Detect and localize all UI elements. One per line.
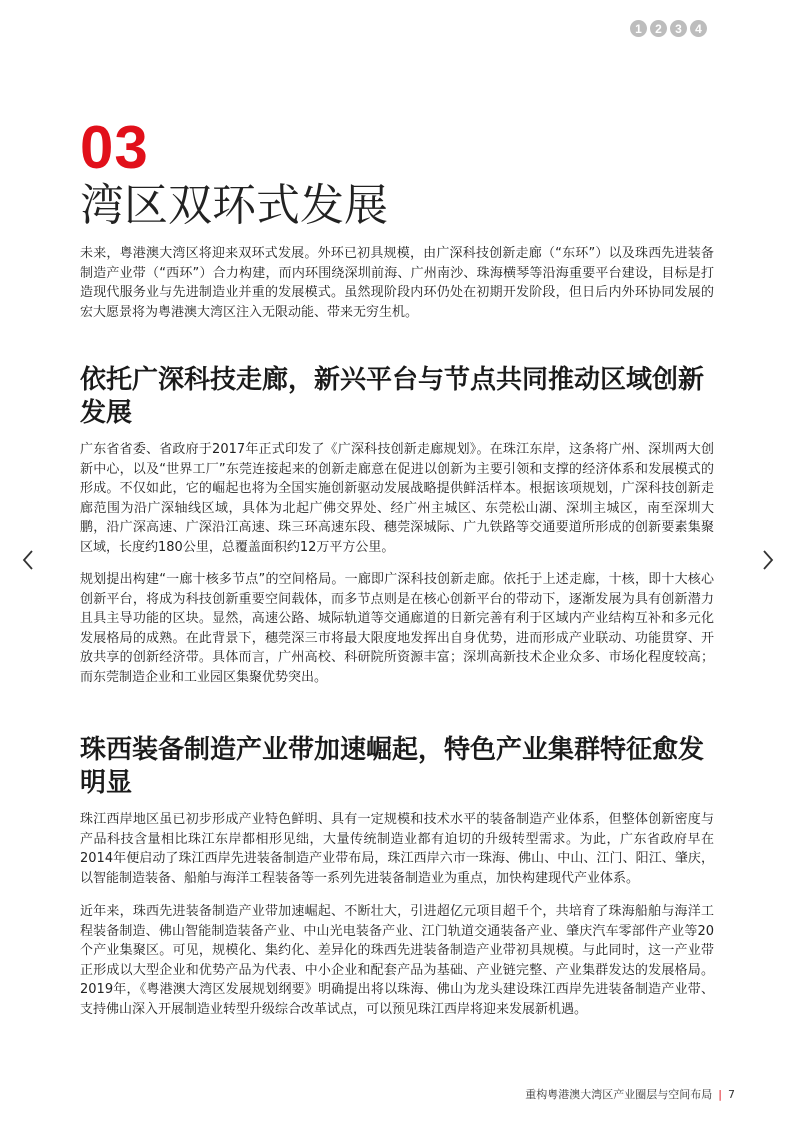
block1-paragraph-1: 广东省省委、省政府于2017年正式印发了《广深科技创新走廊规划》。在珠江东岸，这条将广州、深圳两大创新中心，以及“世界工厂”东莞连接起来的创新走廊意在促进以创新为主要引领和支撑的经济体系和发展模式的形成。不仅如此，它的崛起也将为全国实施创新驱动发展战略提供鲜活样本。根据该项规划，广深科技创新走廊范围为沿广深轴线区域，具体为北起广佛交界处、经广州主城区、东莞松山湖、深圳主城区，南至深圳大鹏，沿广深高速、广深沿江高速、珠三环高速东段、穗莞深城际、广九铁路等交通要道所形成的创新要素集聚区域，长度约180公里，总覆盖面积约12万平方公里。 [80,442,714,555]
chevron-left-icon [22,549,34,571]
chevron-right-icon [762,549,774,571]
page-footer [525,1086,735,1102]
chapter-nav [630,20,707,37]
chapter-2-button[interactable]: 2 [650,20,667,37]
page-number: 7 [728,1087,735,1101]
chapter-4-button[interactable]: 4 [690,20,707,37]
section-number: 03 [80,114,149,181]
intro-paragraph: 未来，粤港澳大湾区将迎来双环式发展。外环已初具规模，由广深科技创新走廊（“东环”）以及珠西先进装备制造产业带（“西环”）合力构建，而内环围绕深圳前海、广州南沙、珠海横琴等沿海重要平台建设，目标是打造现代服务业与先进制造业并重的发展模式。虽然现阶段内环仍处在初期开发阶段，但日后内外环协同发展的宏大愿景将为粤港澳大湾区注入无限动能、带来无穷生机。 [80,246,714,320]
footer-separator: | [718,1087,722,1101]
block2-paragraph-2: 近年来，珠西先进装备制造产业带加速崛起、不断壮大，引进超亿元项目超千个，共培育了珠海船舶与海洋工程装备制造、佛山智能制造装备产业、中山光电装备产业、江门轨道交通装备产业、肇庆汽车零部件产业等20个产业集聚区。可见，规模化、集约化、差异化的珠西先进装备制造产业带初具规模。与此同时，这一产业带正形成以大型企业和优势产品为代表、中小企业和配套产品为基础、产业链完整、产业集群发达的发展格局。2019年，《粤港澳大湾区发展规划纲要》明确提出将以珠海、佛山为龙头建设珠江西岸先进装备制造产业带、支持佛山深入开展制造业转型升级综合改革试点，可以预见珠江西岸将迎来发展新机遇。 [80,904,714,1017]
chapter-1-button[interactable]: 1 [630,20,647,37]
footer-title: 重构粤港澳大湾区产业圈层与空间布局 [525,1088,713,1101]
subheading-2: 珠西装备制造产业带加速崛起，特色产业集群特征愈发明显 [80,735,705,798]
block1-paragraph-2: 规划提出构建“一廊十核多节点”的空间格局。一廊即广深科技创新走廊。依托于上述走廊，十核，即十大核心创新平台，将成为科技创新重要空间载体，而多节点则是在核心创新平台的带动下，逐渐发展为具有创新潜力且具主导功能的区块。显然，高速公路、城际轨道等交通廊道的日新完善有利于区域内产业结构互补和多元化发展格局的成熟。在此背景下，穗莞深三市将最大限度地发挥出自身优势，进而形成产业联动、功能贯穿、开放共享的创新经济带。具体而言，广州高校、科研院所资源丰富；深圳高新技术企业众多、市场化程度较高；而东莞制造企业和工业园区集聚优势突出。 [80,572,714,685]
next-page-button[interactable] [760,546,776,574]
prev-page-button[interactable] [20,546,36,574]
chapter-3-button[interactable]: 3 [670,20,687,37]
section-title: 湾区双环式发展 [80,180,388,231]
block2-paragraph-1: 珠江西岸地区虽已初步形成产业特色鲜明、具有一定规模和技术水平的装备制造产业体系，但整体创新密度与产品科技含量相比珠江东岸都相形见绌，大量传统制造业都有迫切的升级转型需求。为此，广东省政府早在2014年便启动了珠江西岸先进装备制造产业带布局，珠江西岸六市一珠海、佛山、中山、江门、阳江、肇庆，以智能制造装备、船舶与海洋工程装备等一系列先进装备制造业为重点，加快构建现代产业体系。 [80,812,714,886]
subheading-1: 依托广深科技走廊，新兴平台与节点共同推动区域创新发展 [80,365,705,428]
